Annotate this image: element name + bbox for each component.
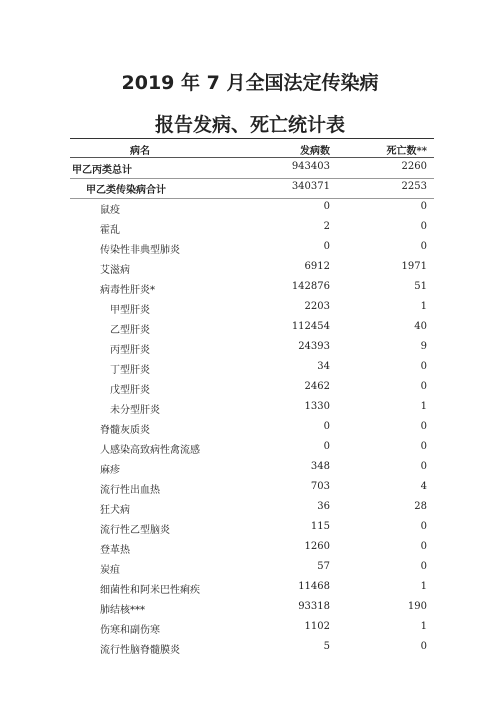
disease-name-cell: 流行性脑脊髓膜炎 — [100, 645, 180, 656]
deaths-cell: 4 — [420, 481, 427, 492]
table-header-rule — [70, 157, 434, 158]
disease-name-cell: 未分型肝炎 — [110, 405, 160, 416]
table-row — [70, 340, 434, 358]
deaths-cell: 51 — [414, 281, 427, 292]
cases-cell: 112454 — [291, 321, 330, 332]
cases-cell: 2203 — [304, 301, 330, 312]
table-row — [70, 300, 434, 318]
disease-name-cell: 丙型肝炎 — [110, 345, 150, 356]
table-row — [70, 520, 434, 538]
deaths-cell: 9 — [420, 341, 427, 352]
table-row — [70, 600, 434, 618]
table-row — [70, 560, 434, 578]
deaths-cell: 2260 — [401, 161, 427, 172]
deaths-cell: 1 — [420, 401, 427, 412]
table-row — [70, 320, 434, 338]
table-row — [70, 220, 434, 238]
disease-name-cell: 乙型肝炎 — [110, 325, 150, 336]
deaths-cell: 1 — [420, 301, 427, 312]
cases-cell: 0 — [323, 441, 330, 452]
disease-name-cell: 病毒性肝炎* — [100, 285, 155, 296]
disease-name-cell: 鼠疫 — [100, 205, 120, 216]
cases-cell: 1260 — [304, 541, 330, 552]
disease-name-cell: 传染性非典型肺炎 — [100, 245, 180, 256]
cases-cell: 0 — [323, 421, 330, 432]
deaths-cell: 0 — [420, 541, 427, 552]
table-row — [70, 380, 434, 398]
table-top-rule — [70, 138, 434, 139]
table-row — [70, 160, 434, 179]
deaths-cell: 1 — [420, 621, 427, 632]
deaths-cell: 0 — [420, 461, 427, 472]
deaths-cell: 0 — [420, 561, 427, 572]
disease-name-cell: 伤寒和副伤寒 — [100, 625, 160, 636]
cases-cell: 703 — [310, 481, 330, 492]
disease-name-cell: 戊型肝炎 — [110, 385, 150, 396]
cases-cell: 36 — [317, 501, 330, 512]
table-row — [70, 460, 434, 478]
deaths-cell: 190 — [407, 601, 427, 612]
document-title-line1: 2019 年 7 月全国法定传染病 — [121, 72, 379, 94]
table-row — [70, 420, 434, 438]
disease-name-cell: 炭疽 — [100, 565, 120, 576]
cases-cell: 24393 — [298, 341, 330, 352]
deaths-cell: 0 — [420, 381, 427, 392]
table-row — [70, 280, 434, 298]
cases-cell: 142876 — [291, 281, 330, 292]
disease-name-cell: 脊髓灰质炎 — [100, 425, 150, 436]
deaths-cell: 0 — [420, 441, 427, 452]
cases-cell: 5 — [323, 641, 330, 652]
deaths-cell: 0 — [420, 241, 427, 252]
cases-cell: 1102 — [304, 621, 330, 632]
deaths-cell: 2253 — [401, 181, 427, 192]
table-row — [70, 200, 434, 218]
table-header-row — [70, 142, 434, 156]
cases-cell: 2462 — [304, 381, 330, 392]
disease-name-cell: 丁型肝炎 — [110, 365, 150, 376]
deaths-cell: 1 — [420, 581, 427, 592]
disease-name-cell: 登革热 — [100, 545, 130, 556]
deaths-cell: 1971 — [401, 261, 427, 272]
disease-name-cell: 细菌性和阿米巴性痢疾 — [100, 585, 200, 596]
cases-cell: 57 — [317, 561, 330, 572]
deaths-cell: 28 — [414, 501, 427, 512]
deaths-cell: 0 — [420, 361, 427, 372]
disease-name-cell: 霍乱 — [100, 225, 120, 236]
table-row — [70, 580, 434, 598]
deaths-cell: 0 — [420, 521, 427, 532]
table-row — [70, 480, 434, 498]
disease-name-cell: 麻疹 — [100, 465, 120, 476]
cases-cell: 1330 — [304, 401, 330, 412]
cases-cell: 115 — [310, 521, 330, 532]
cases-cell: 6912 — [304, 261, 330, 272]
table-row — [70, 620, 434, 638]
cases-cell: 0 — [323, 241, 330, 252]
disease-name-cell: 人感染高致病性禽流感 — [100, 445, 200, 456]
cases-cell: 0 — [323, 201, 330, 212]
deaths-cell: 0 — [420, 641, 427, 652]
table-row — [70, 400, 434, 418]
table-row — [70, 240, 434, 258]
cases-cell: 2 — [323, 221, 330, 232]
disease-name-cell: 狂犬病 — [100, 505, 130, 516]
table-row — [70, 440, 434, 458]
cases-cell: 943403 — [291, 161, 330, 172]
table-row — [70, 500, 434, 518]
table-row — [70, 640, 434, 658]
disease-name-cell: 艾滋病 — [100, 265, 130, 276]
disease-name-cell: 甲型肝炎 — [110, 305, 150, 316]
disease-name-cell: 肺结核*** — [100, 605, 145, 616]
deaths-cell: 40 — [414, 321, 427, 332]
header-disease-name: 病名 — [130, 146, 150, 157]
table-row — [70, 360, 434, 378]
cases-cell: 93318 — [298, 601, 330, 612]
table-row — [70, 180, 434, 199]
disease-name-cell: 流行性乙型脑炎 — [100, 525, 170, 536]
deaths-cell: 0 — [420, 201, 427, 212]
cases-cell: 11468 — [298, 581, 330, 592]
deaths-cell: 0 — [420, 221, 427, 232]
table-row — [70, 260, 434, 278]
disease-name-cell: 流行性出血热 — [100, 485, 160, 496]
deaths-cell: 0 — [420, 421, 427, 432]
disease-name-cell: 甲乙类传染病合计 — [86, 185, 166, 196]
table-row — [70, 540, 434, 558]
header-cases: 发病数 — [300, 146, 330, 157]
document-title-line2: 报告发病、死亡统计表 — [154, 114, 345, 136]
disease-name-cell: 甲乙丙类总计 — [72, 165, 132, 176]
cases-cell: 34 — [317, 361, 330, 372]
cases-cell: 348 — [310, 461, 330, 472]
cases-cell: 340371 — [291, 181, 330, 192]
header-deaths: 死亡数** — [386, 146, 427, 157]
